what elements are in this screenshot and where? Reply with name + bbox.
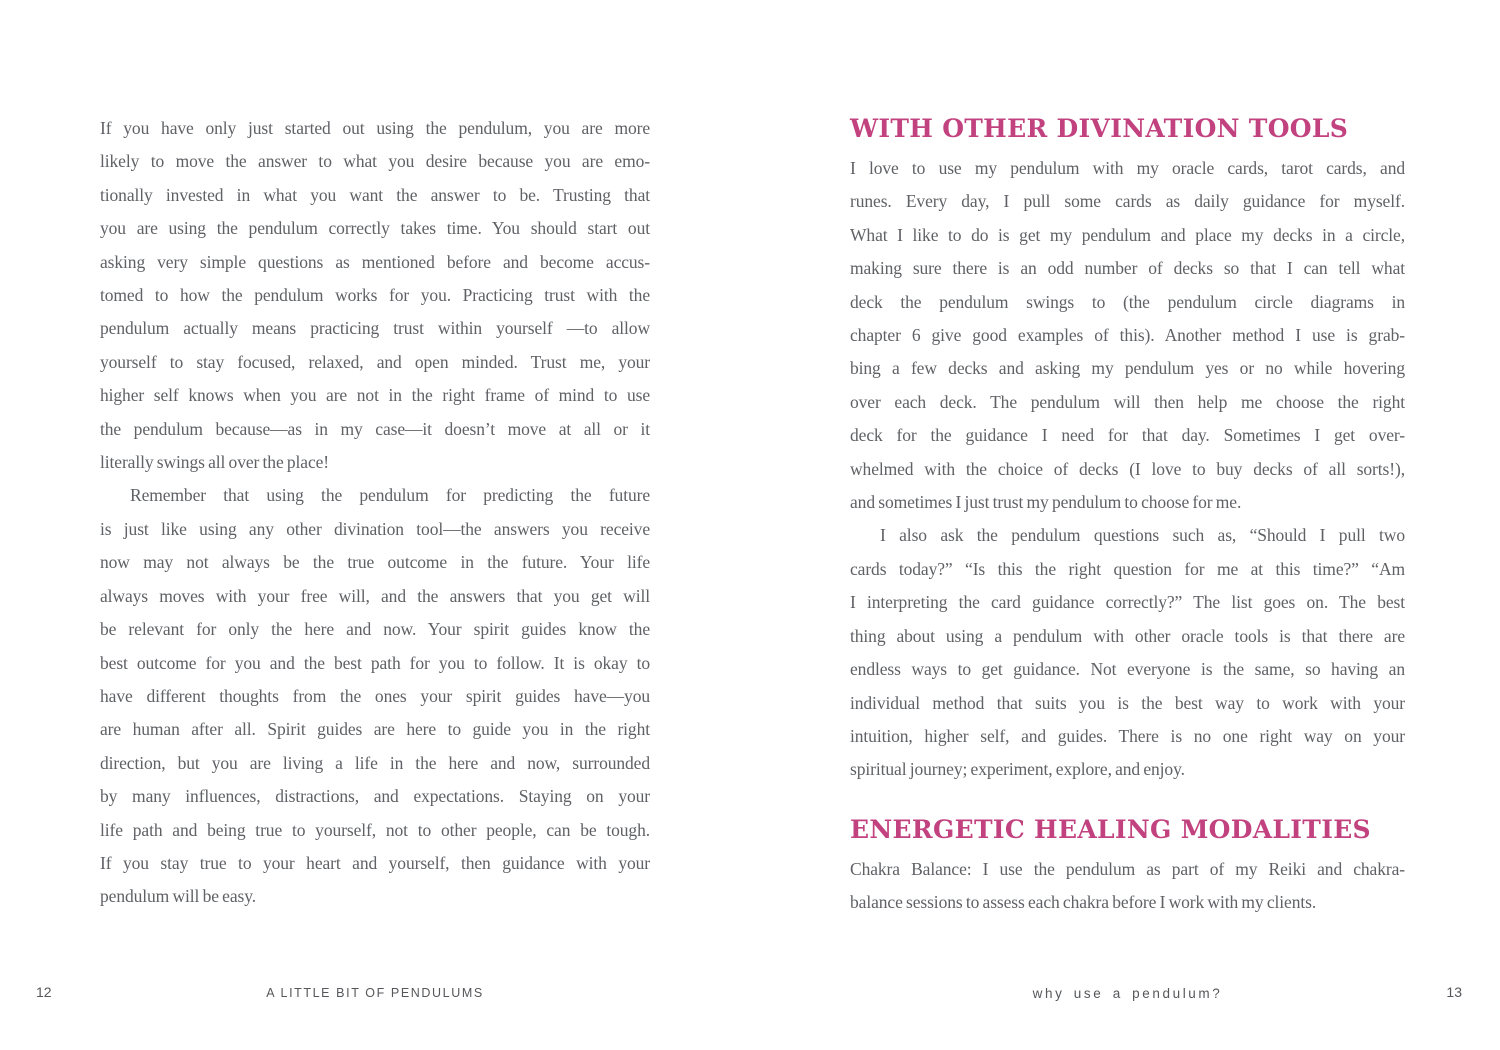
text-line: are human after all. Spirit guides are here to guide you in the right (100, 719, 650, 740)
section-heading: WITH OTHER DIVINATION TOOLS (850, 114, 1349, 143)
left-text-column (100, 112, 650, 914)
paragraph (850, 519, 1405, 786)
text-line: whelmed with the choice of decks (I love to buy decks of all sorts!), (850, 458, 1405, 479)
text-line: intuition, higher self, and guides. There is no one right way on your (850, 725, 1405, 746)
text-line: balance sessions to assess each chakra before I work with my clients. (850, 892, 1317, 913)
paragraph (100, 112, 650, 479)
text-line: deck for the guidance I need for that day. Sometimes I get over- (850, 425, 1405, 446)
text-line: be relevant for only the here and now. Your spirit guides know the (100, 619, 650, 640)
text-line: direction, but you are living a life in the here and now, surrounded (100, 752, 650, 773)
text-line: making sure there is an odd number of decks so that I can tell what (850, 258, 1405, 279)
text-line: I love to use my pendulum with my oracle cards, tarot cards, and (850, 158, 1405, 178)
text-line: you are using the pendulum correctly takes time. You should start out (100, 218, 650, 239)
text-line: Chakra Balance: I use the pendulum as part of my Reiki and chakra- (850, 858, 1405, 879)
text-line: If you stay true to your heart and yourself, then guidance with your (100, 852, 650, 873)
paragraph (850, 853, 1405, 920)
text-line: by many influences, distractions, and expectations. Staying on your (100, 786, 650, 807)
text-line: individual method that suits you is the best way to work with your (850, 692, 1405, 713)
text-line: endless ways to get guidance. Not everyone is the same, so having an (850, 659, 1405, 680)
text-line: yourself to stay focused, relaxed, and open minded. Trust me, your (100, 351, 650, 372)
text-line: runes. Every day, I pull some cards as daily guidance for myself. (850, 191, 1405, 212)
text-line: the pendulum because—as in my case—it doesn’t move at all or it (100, 418, 650, 439)
text-line: higher self knows when you are not in the right frame of mind to use (100, 385, 650, 406)
text-line: literally swings all over the place! (100, 452, 330, 473)
text-line: now may not always be the true outcome in the future. Your life (100, 552, 650, 573)
right-page-number: 13 (1446, 984, 1462, 1000)
paragraph (850, 152, 1405, 519)
text-line: over each deck. The pendulum will then help me choose the right (850, 391, 1405, 412)
text-line: tomed to how the pendulum works for you. Practicing trust with the (100, 285, 650, 306)
text-line: have different thoughts from the ones your spirit guides have—you (100, 685, 650, 706)
text-line: tionally invested in what you want the answer to be. Trusting that (100, 184, 650, 205)
text-line: deck the pendulum swings to (the pendulum circle diagrams in (850, 291, 1405, 312)
text-line: and sometimes I just trust my pendulum to choose for me. (850, 492, 1242, 513)
text-line: cards today?” “Is this the right question for me at this time?” “Am (850, 558, 1405, 579)
text-line: is just like using any other divination tool—the answers you receive (100, 518, 650, 539)
text-line: bing a few decks and asking my pendulum yes or no while hovering (850, 358, 1405, 379)
text-line: asking very simple questions as mentioned before and become accus- (100, 251, 650, 272)
text-line: What I like to do is get my pendulum and place my decks in a circle, (850, 224, 1405, 245)
paragraph (100, 479, 650, 913)
text-line: I interpreting the card guidance correctly?” The list goes on. The best (850, 592, 1405, 613)
text-line: I also ask the pendulum questions such as, “Should I pull two (880, 525, 1405, 546)
text-line: chapter 6 give good examples of this). Another method I use is grab- (850, 325, 1405, 346)
left-page-number: 12 (36, 984, 52, 1000)
right-text-column (850, 112, 1405, 920)
text-line: life path and being true to yourself, not to other people, can be tough. (100, 819, 650, 840)
text-line: If you have only just started out using the pendulum, you are more (100, 118, 650, 138)
section-heading: ENERGETIC HEALING MODALITIES (850, 814, 1371, 844)
text-line: Remember that using the pendulum for predicting the future (130, 485, 650, 506)
text-line: pendulum will be easy. (100, 886, 256, 907)
text-line: always moves with your free will, and the answers that you get will (100, 585, 650, 606)
text-line: spiritual journey; experiment, explore, and enjoy. (850, 759, 1185, 780)
text-line: pendulum actually means practicing trust within yourself —to allow (100, 318, 650, 339)
text-line: best outcome for you and the best path for you to follow. It is okay to (100, 652, 650, 673)
text-line: likely to move the answer to what you desire because you are emo- (100, 151, 650, 172)
chapter-title-footer: why use a pendulum? (1032, 986, 1223, 1001)
book-title-footer: A LITTLE BIT OF PENDULUMS (266, 986, 484, 1000)
text-line: thing about using a pendulum with other oracle tools is that there are (850, 625, 1405, 646)
